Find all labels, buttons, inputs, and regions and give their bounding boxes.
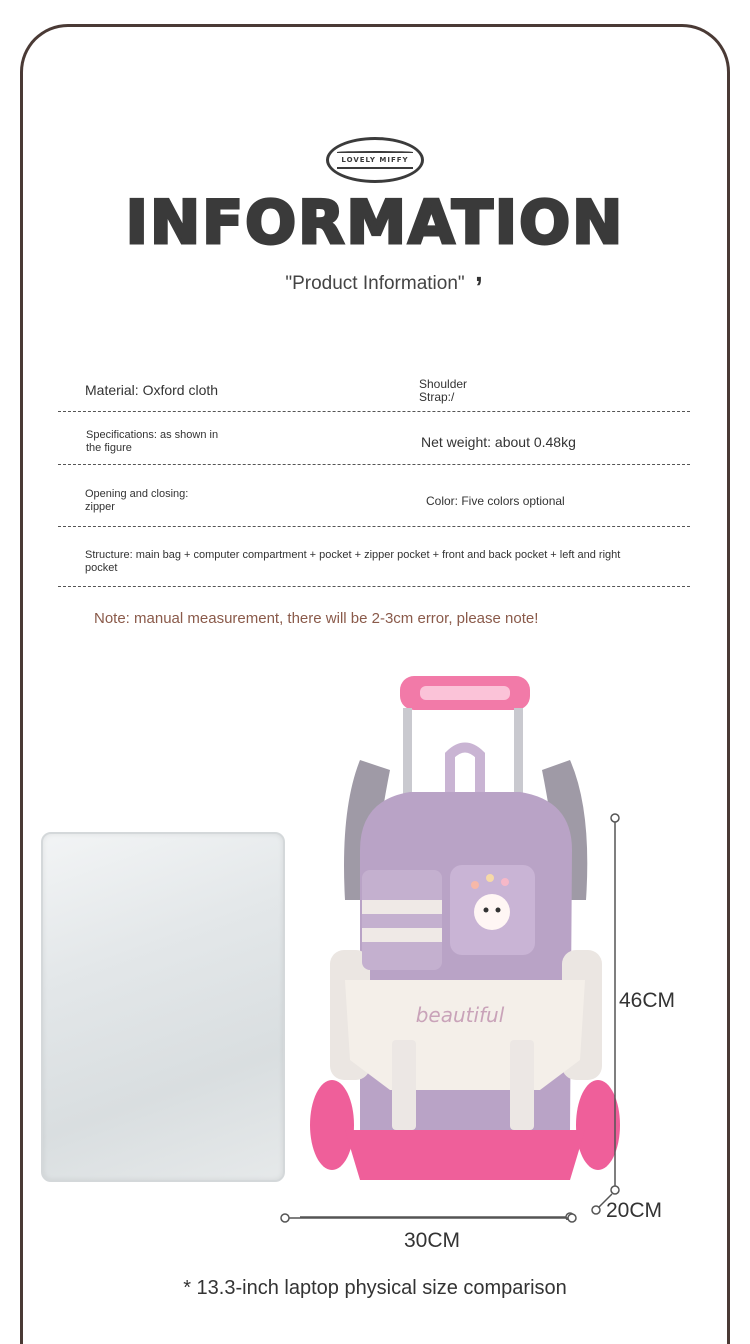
quote-decoration: , — [475, 256, 483, 287]
bag-label: beautiful — [415, 1003, 505, 1027]
laptop-image — [41, 832, 285, 1182]
front-panel — [345, 980, 585, 1090]
spec-material: Material: Oxford cloth — [85, 382, 219, 398]
measurement-note: Note: manual measurement, there will be 2-3cm error, please note! — [94, 610, 539, 627]
spec-specifications — [86, 429, 218, 455]
spec-color: Color: Five colors optional — [426, 494, 565, 508]
page-title: INFORMATION — [125, 188, 625, 258]
logo-text: LOVELY MIFFY — [341, 156, 409, 164]
divider — [58, 526, 690, 527]
width-dimension-line — [280, 1210, 580, 1230]
page-subtitle: "Product Information" — [285, 273, 465, 294]
left-pocket — [362, 870, 442, 970]
spec-shoulder — [419, 378, 467, 404]
spec-structure-line1: Structure: main bag + computer compartment + pocket + zipper pocket + front and back pocket + left and right — [85, 549, 621, 561]
width-label: 30CM — [404, 1229, 461, 1252]
spec-structure-line2: pocket — [85, 562, 118, 574]
comparison-caption: * 13.3-inch laptop physical size comparison — [183, 1277, 567, 1299]
spec-weight: Net weight: about 0.48kg — [421, 434, 576, 450]
height-label: 46CM — [619, 989, 676, 1012]
divider — [58, 464, 690, 465]
wheel-left — [310, 1080, 354, 1170]
spec-opening — [85, 488, 188, 514]
wheel-right — [576, 1080, 620, 1170]
divider — [58, 411, 690, 412]
divider — [58, 586, 690, 587]
backpack-image — [300, 660, 630, 1220]
spec-shoulder-line1: Shoulder — [419, 377, 468, 391]
spec-opening-line1: Opening and closing: — [85, 488, 189, 500]
brand-logo — [326, 137, 424, 183]
spec-shoulder-line2: Strap:/ — [419, 390, 455, 404]
spec-specifications-line2: the figure — [86, 442, 132, 454]
spec-structure — [85, 549, 685, 575]
spec-specifications-line1: Specifications: as shown in — [86, 429, 219, 441]
spec-opening-line2: zipper — [85, 501, 115, 513]
bag-body — [360, 792, 572, 1155]
depth-label: 20CM — [606, 1199, 663, 1222]
